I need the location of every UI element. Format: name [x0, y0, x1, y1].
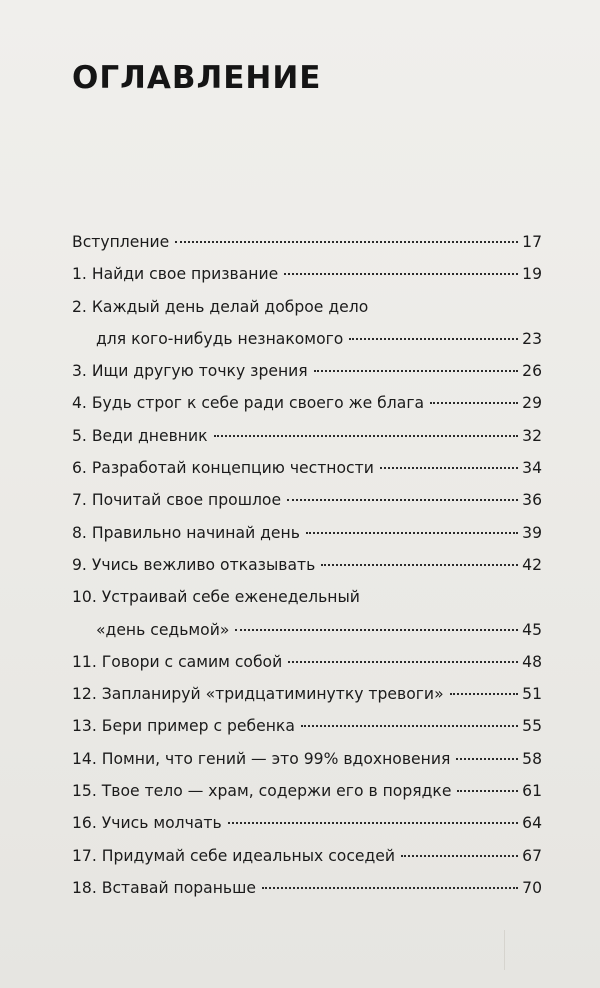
- dot-leader: [235, 629, 518, 631]
- toc-entry-title: [72, 258, 280, 290]
- toc-entry-number: 8.: [72, 523, 87, 542]
- toc-entry-number: 16.: [72, 814, 97, 833]
- toc-entry-text: Каждый день делай доброе дело: [91, 297, 369, 316]
- toc-entry-number: 12.: [72, 685, 97, 704]
- toc-entry-title: [72, 387, 426, 419]
- toc-entry[interactable]: [72, 646, 542, 678]
- toc-entry-text: для кого-нибудь незнакомого: [96, 329, 344, 348]
- toc-entry-title: [72, 452, 376, 484]
- dot-leader: [214, 435, 519, 437]
- toc-entry-line: [72, 355, 542, 387]
- toc-entry[interactable]: [72, 678, 542, 710]
- toc-entry-line: [72, 840, 542, 872]
- toc-entry-number: 15.: [72, 782, 97, 801]
- toc-entry-number: 9.: [72, 555, 87, 574]
- toc-entry-title: [72, 291, 370, 323]
- toc-page-number: 48: [522, 652, 542, 671]
- dot-leader: [175, 241, 518, 243]
- dot-leader: [457, 790, 518, 792]
- toc-page-number: 61: [522, 782, 542, 801]
- toc-entry-text: Найди свое призвание: [91, 265, 279, 284]
- toc-entry-line: [72, 581, 542, 613]
- toc-entry-title: [72, 678, 446, 710]
- toc-page-number: 67: [522, 846, 542, 865]
- toc-page-number: 19: [522, 265, 542, 284]
- toc-entry-text: Почитай свое прошлое: [91, 491, 282, 510]
- toc-entry-title: [96, 614, 231, 646]
- toc-entry-text: Учись молчать: [101, 814, 222, 833]
- toc-entry-title: [72, 549, 317, 581]
- toc-entry[interactable]: [72, 291, 542, 356]
- toc-entry[interactable]: [72, 420, 542, 452]
- dot-leader: [380, 467, 518, 469]
- toc-entry-number: 5.: [72, 426, 87, 445]
- toc-entry-number: 2.: [72, 297, 87, 316]
- dot-leader: [321, 564, 518, 566]
- toc-page-number: 70: [522, 878, 542, 897]
- dot-leader: [301, 725, 518, 727]
- toc-entry-text: Твое тело — храм, содержи его в порядке: [101, 782, 452, 801]
- toc-page-number: 34: [522, 459, 542, 478]
- toc-page-number: 26: [522, 362, 542, 381]
- toc-entry[interactable]: [72, 710, 542, 742]
- toc-entry-number: 1.: [72, 265, 87, 284]
- toc-entry-text: Веди дневник: [91, 426, 208, 445]
- toc-entry-line: [72, 549, 542, 581]
- toc-entry-line: [72, 710, 542, 742]
- toc-entry-title: [72, 872, 258, 904]
- toc-entry[interactable]: [72, 807, 542, 839]
- toc-entry-line: [72, 452, 542, 484]
- dot-leader: [284, 273, 518, 275]
- toc-entry[interactable]: [72, 872, 542, 904]
- toc-entry-title: [72, 581, 362, 613]
- toc-entry-number: 4.: [72, 394, 87, 413]
- toc-entry[interactable]: [72, 484, 542, 516]
- dot-leader: [287, 499, 518, 501]
- toc-entry-text: Помни, что гений — это 99% вдохновения: [101, 749, 451, 768]
- toc-entry-line: [72, 387, 542, 419]
- toc-entry-number: 10.: [72, 588, 97, 607]
- toc-entry[interactable]: [72, 549, 542, 581]
- toc-entry-text: Устраивай себе еженедельный: [101, 588, 360, 607]
- dot-leader: [228, 822, 518, 824]
- toc-page-number: 45: [522, 620, 542, 639]
- dot-leader: [349, 338, 518, 340]
- toc-entry-line: [72, 226, 542, 258]
- dot-leader: [314, 370, 519, 372]
- toc-entry-number: 11.: [72, 652, 97, 671]
- toc-entry[interactable]: [72, 355, 542, 387]
- toc-entry-text: Ищи другую точку зрения: [91, 362, 308, 381]
- toc-entry[interactable]: [72, 775, 542, 807]
- toc-entry[interactable]: [72, 840, 542, 872]
- toc-entry-text: Придумай себе идеальных соседей: [101, 846, 396, 865]
- toc-page-number: 64: [522, 814, 542, 833]
- toc-entry-title: [72, 807, 224, 839]
- toc-entry-line: [72, 517, 542, 549]
- toc-entry[interactable]: [72, 581, 542, 646]
- toc-entry-text: Говори с самим собой: [101, 652, 283, 671]
- toc-entry[interactable]: [72, 226, 542, 258]
- toc-entry-number: 3.: [72, 362, 87, 381]
- toc-entry-number: 13.: [72, 717, 97, 736]
- toc-entry-title: [72, 646, 284, 678]
- toc-entry-title: [72, 775, 453, 807]
- toc-page-number: 17: [522, 233, 542, 251]
- toc-entry[interactable]: [72, 258, 542, 290]
- toc-page-number: 51: [522, 685, 542, 704]
- toc-entry-text: Бери пример с ребенка: [101, 717, 295, 736]
- toc-entry-line: [72, 646, 542, 678]
- toc-entry-line: [72, 323, 542, 355]
- toc-entry-line: [72, 775, 542, 807]
- toc-entry-text: Запланируй «тридцатиминутку тревоги»: [101, 685, 444, 704]
- toc-entry-title: [72, 420, 210, 452]
- toc-entry-title: [72, 743, 452, 775]
- toc-entry-number: 6.: [72, 459, 87, 478]
- dot-leader: [262, 887, 518, 889]
- toc-entry-title: [72, 484, 283, 516]
- dot-leader: [401, 855, 518, 857]
- dot-leader: [288, 661, 518, 663]
- toc-entry-title: [96, 323, 345, 355]
- toc-entry-text: Вступление: [72, 233, 170, 251]
- toc-entry[interactable]: [72, 517, 542, 549]
- toc-entry-number: 14.: [72, 749, 97, 768]
- toc-entry-line: [72, 258, 542, 290]
- toc-entry[interactable]: [72, 387, 542, 419]
- toc-entry[interactable]: [72, 743, 542, 775]
- toc-entry-number: 18.: [72, 878, 97, 897]
- dot-leader: [430, 402, 518, 404]
- show-through-rule: [504, 930, 505, 970]
- toc-entry-title: [72, 517, 302, 549]
- toc-entry-text: Учись вежливо отказывать: [91, 555, 316, 574]
- toc-entry-line: [72, 872, 542, 904]
- toc-entry-text: «день седьмой»: [96, 620, 230, 639]
- toc-entry-line: [72, 807, 542, 839]
- toc-entry-line: [72, 484, 542, 516]
- toc-page-number: 32: [522, 426, 542, 445]
- dot-leader: [306, 532, 518, 534]
- toc-entry[interactable]: [72, 452, 542, 484]
- toc-page-number: 29: [522, 394, 542, 413]
- toc-entry-title: [72, 226, 171, 258]
- toc-page-number: 36: [522, 491, 542, 510]
- toc-page-number: 42: [522, 555, 542, 574]
- toc-entry-title: [72, 710, 297, 742]
- toc-entry-title: [72, 355, 310, 387]
- toc-entry-text: Правильно начинай день: [91, 523, 300, 542]
- toc-entry-line: [72, 291, 542, 323]
- page-title: ОГЛАВЛЕНИЕ: [72, 60, 331, 96]
- toc-page-number: 23: [522, 329, 542, 348]
- toc-entry-line: [72, 743, 542, 775]
- toc-entry-text: Вставай пораньше: [101, 878, 256, 897]
- dot-leader: [456, 758, 518, 760]
- toc-entry-line: [72, 614, 542, 646]
- table-of-contents: [72, 226, 542, 904]
- toc-entry-text: Разработай концепцию честности: [91, 459, 374, 478]
- toc-entry-text: Будь строг к себе ради своего же блага: [91, 394, 425, 413]
- toc-entry-line: [72, 678, 542, 710]
- toc-entry-line: [72, 420, 542, 452]
- toc-entry-number: 17.: [72, 846, 97, 865]
- toc-page-number: 58: [522, 749, 542, 768]
- toc-entry-title: [72, 840, 397, 872]
- toc-page-number: 39: [522, 523, 542, 542]
- toc-entry-number: 7.: [72, 491, 87, 510]
- toc-page-number: 55: [522, 717, 542, 736]
- dot-leader: [450, 693, 519, 695]
